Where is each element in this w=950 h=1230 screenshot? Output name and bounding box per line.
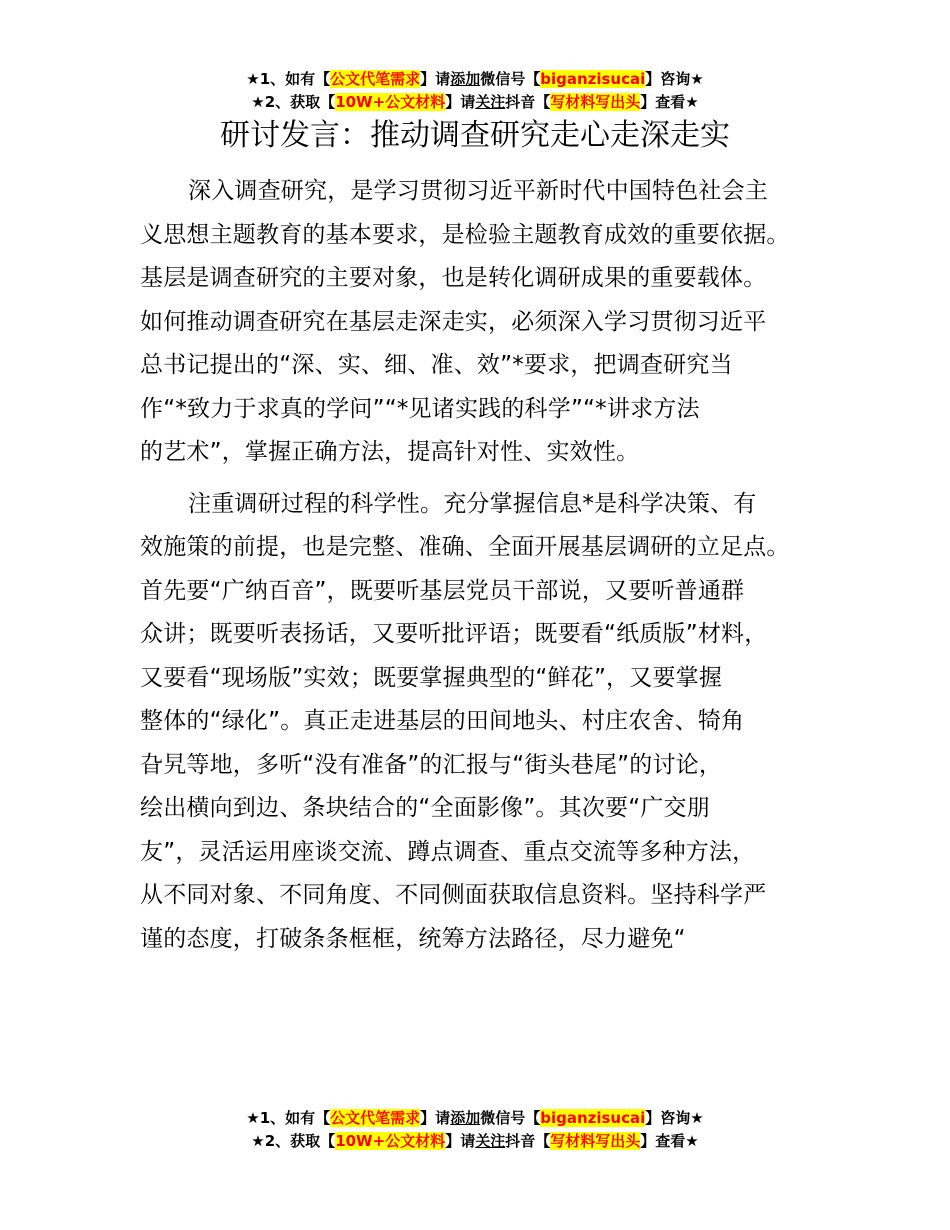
text-line: 旮旯等地，多听“没有准备”的汇报与“街头巷尾”的讨论， [140,751,723,778]
promo-line-2: ★2、获取【10W+公文材料】请关注抖音【写材料写出头】查看★ [251,93,699,111]
text-line: 注重调研过程的科学性。充分掌握信息*是科学决策、有 [188,490,757,517]
promo-line-1: ★1、如有【公文代笔需求】请添加微信号【biganzisucai】咨询★ [246,70,704,88]
text-line: 又要看“现场版”实效；既要掌握典型的“鲜花”，又要掌握 [140,664,723,691]
text-line: 整体的“绿化”。真正走进基层的田间地头、村庄农舍、犄角 [140,708,745,734]
text-line: 如何推动调查研究在基层走深走实，必须深入学习贯彻习近平 [140,308,767,335]
text-line: 众讲；既要听表扬话，又要听批评语；既要看“纸质版”材料， [140,621,768,647]
promo-highlight: 10W+公文材料 [335,1132,446,1150]
paragraph-1 [140,170,840,475]
footer-promo-banner [0,1107,950,1153]
document-body [140,170,840,961]
text-line: 首先要“广纳百音”，既要听基层党员干部说，又要听普通群 [140,577,745,604]
promo-douyin-id: 写材料写出头 [550,1132,641,1150]
promo-highlight: 10W+公文材料 [335,93,446,111]
text-line: 谨的态度，打破条条框框，统筹方法路径，尽力避免“ [140,925,686,952]
promo-douyin-id: 写材料写出头 [550,93,641,111]
promo-line-2: ★2、获取【10W+公文材料】请关注抖音【写材料写出头】查看★ [251,1132,699,1150]
text-line: 友”，灵活运用座谈交流、蹲点调查、重点交流等多种方法， [140,838,756,865]
text-line: 深入调查研究，是学习贯彻习近平新时代中国特色社会主 [188,178,768,204]
document-title: 研讨发言：推动调查研究走心走深走实 [220,118,730,153]
text-line: 绘出横向到边、条块结合的“全面影像”。其次要“广交朋 [140,795,710,821]
paragraph-2 [140,483,840,962]
text-line: 总书记提出的“深、实、细、准、效”*要求，把调查研究当 [140,352,733,378]
text-line: 效施策的前提，也是完整、准确、全面开展基层调研的立足点。 [140,534,790,560]
text-line: 从不同对象、不同角度、不同侧面获取信息资料。坚持科学严 [140,882,767,908]
promo-wechat-id: biganzisucai [540,1109,646,1127]
promo-highlight: 公文代笔需求 [330,1109,421,1127]
text-line: 义思想主题教育的基本要求，是检验主题教育成效的重要依据。 [140,221,790,248]
promo-wechat-id: biganzisucai [540,70,646,88]
promo-line-1: ★1、如有【公文代笔需求】请添加微信号【biganzisucai】咨询★ [246,1109,704,1127]
promo-highlight: 公文代笔需求 [330,70,421,88]
header-promo-banner [0,68,950,114]
text-line: 的艺术”，掌握正确方法，提高针对性、实效性。 [140,439,640,465]
text-line: 作“*致力于求真的学问”“*见诸实践的科学”“*讲求方法 [140,395,700,422]
text-line: 基层是调查研究的主要对象，也是转化调研成果的重要载体。 [140,265,767,291]
